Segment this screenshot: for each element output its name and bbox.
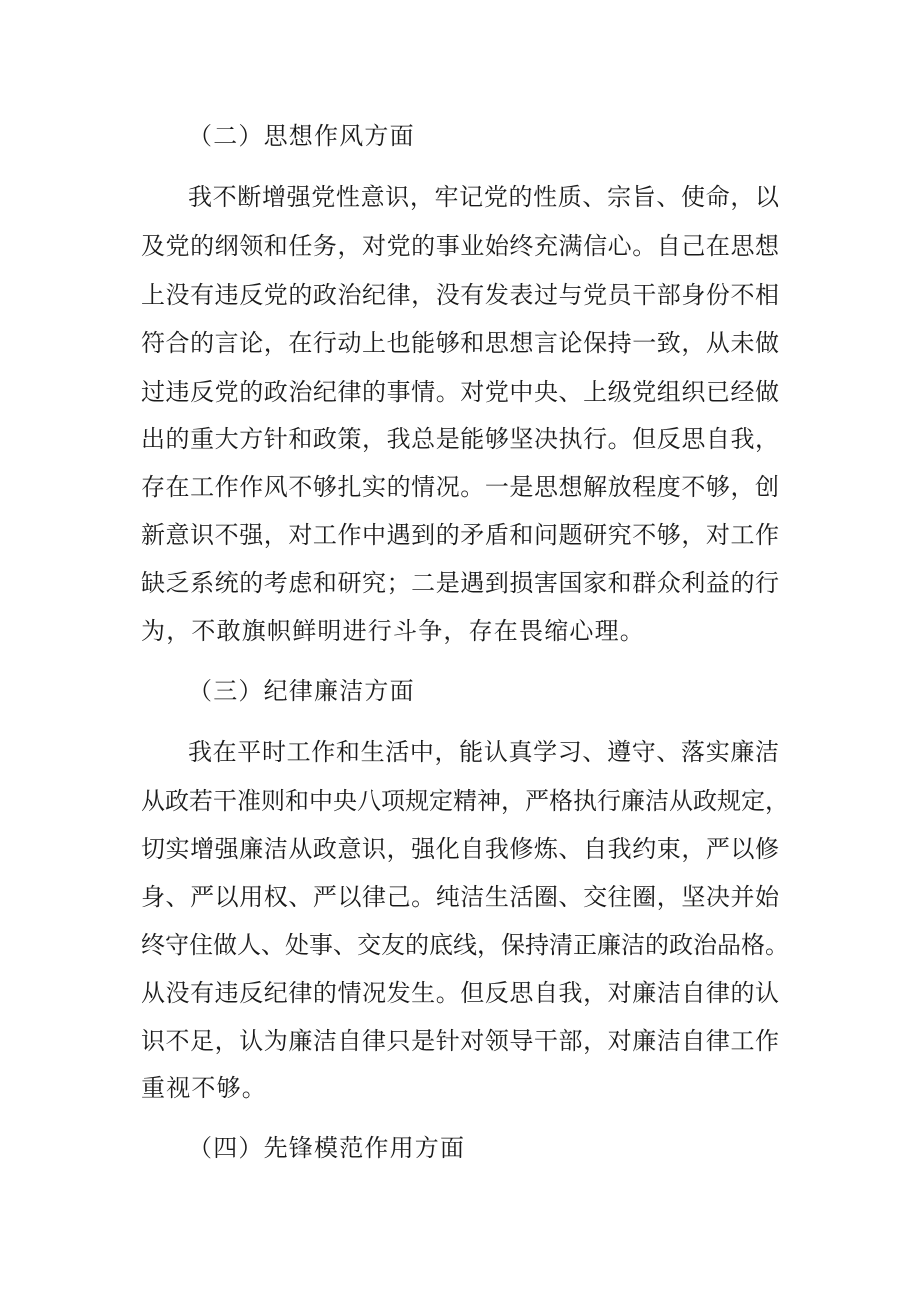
paragraph-line: 识不足，认为廉洁自律只是针对领导干部，对廉洁自律工作 (141, 1027, 779, 1055)
section-heading: （四）先锋模范作用方面 (188, 1134, 466, 1162)
paragraph-line: 我在平时工作和生活中，能认真学习、遵守、落实廉洁 (188, 738, 779, 766)
paragraph-line: 终守住做人、处事、交友的底线，保持清正廉洁的政治品格。 (141, 931, 789, 959)
paragraph-line: 新意识不强，对工作中遇到的矛盾和问题研究不够，对工作 (141, 521, 779, 549)
paragraph-line: 切实增强廉洁从政意识，强化自我修炼、自我约束，严以修 (141, 835, 779, 863)
paragraph-line: 为，不敢旗帜鲜明进行斗争，存在畏缩心理。 (141, 617, 645, 645)
paragraph-line: 过违反党的政治纪律的事情。对党中央、上级党组织已经做 (141, 378, 779, 406)
paragraph-line: 上没有违反党的政治纪律，没有发表过与党员干部身份不相 (141, 281, 779, 309)
paragraph-line: 从政若干准则和中央八项规定精神，严格执行廉洁从政规定， (141, 787, 789, 815)
paragraph-line: 符合的言论，在行动上也能够和思想言论保持一致，从未做 (141, 329, 779, 357)
paragraph-line: 出的重大方针和政策，我总是能够坚决执行。但反思自我， (141, 425, 779, 453)
section-heading: （三）纪律廉洁方面 (188, 677, 415, 705)
paragraph-line: 及党的纲领和任务，对党的事业始终充满信心。自己在思想 (141, 232, 779, 260)
paragraph-line: 我不断增强党性意识，牢记党的性质、宗旨、使命，以 (188, 183, 779, 211)
section-heading: （二）思想作风方面 (188, 122, 415, 150)
paragraph-line: 缺乏系统的考虑和研究；二是遇到损害国家和群众利益的行 (141, 569, 779, 597)
paragraph-line: 身、严以用权、严以律己。纯洁生活圈、交往圈，坚决并始 (141, 883, 779, 911)
paragraph-line: 存在工作作风不够扎实的情况。一是思想解放程度不够，创 (141, 473, 779, 501)
paragraph-line: 从没有违反纪律的情况发生。但反思自我，对廉洁自律的认 (141, 979, 779, 1007)
paragraph-line: 重视不够。 (141, 1074, 267, 1102)
